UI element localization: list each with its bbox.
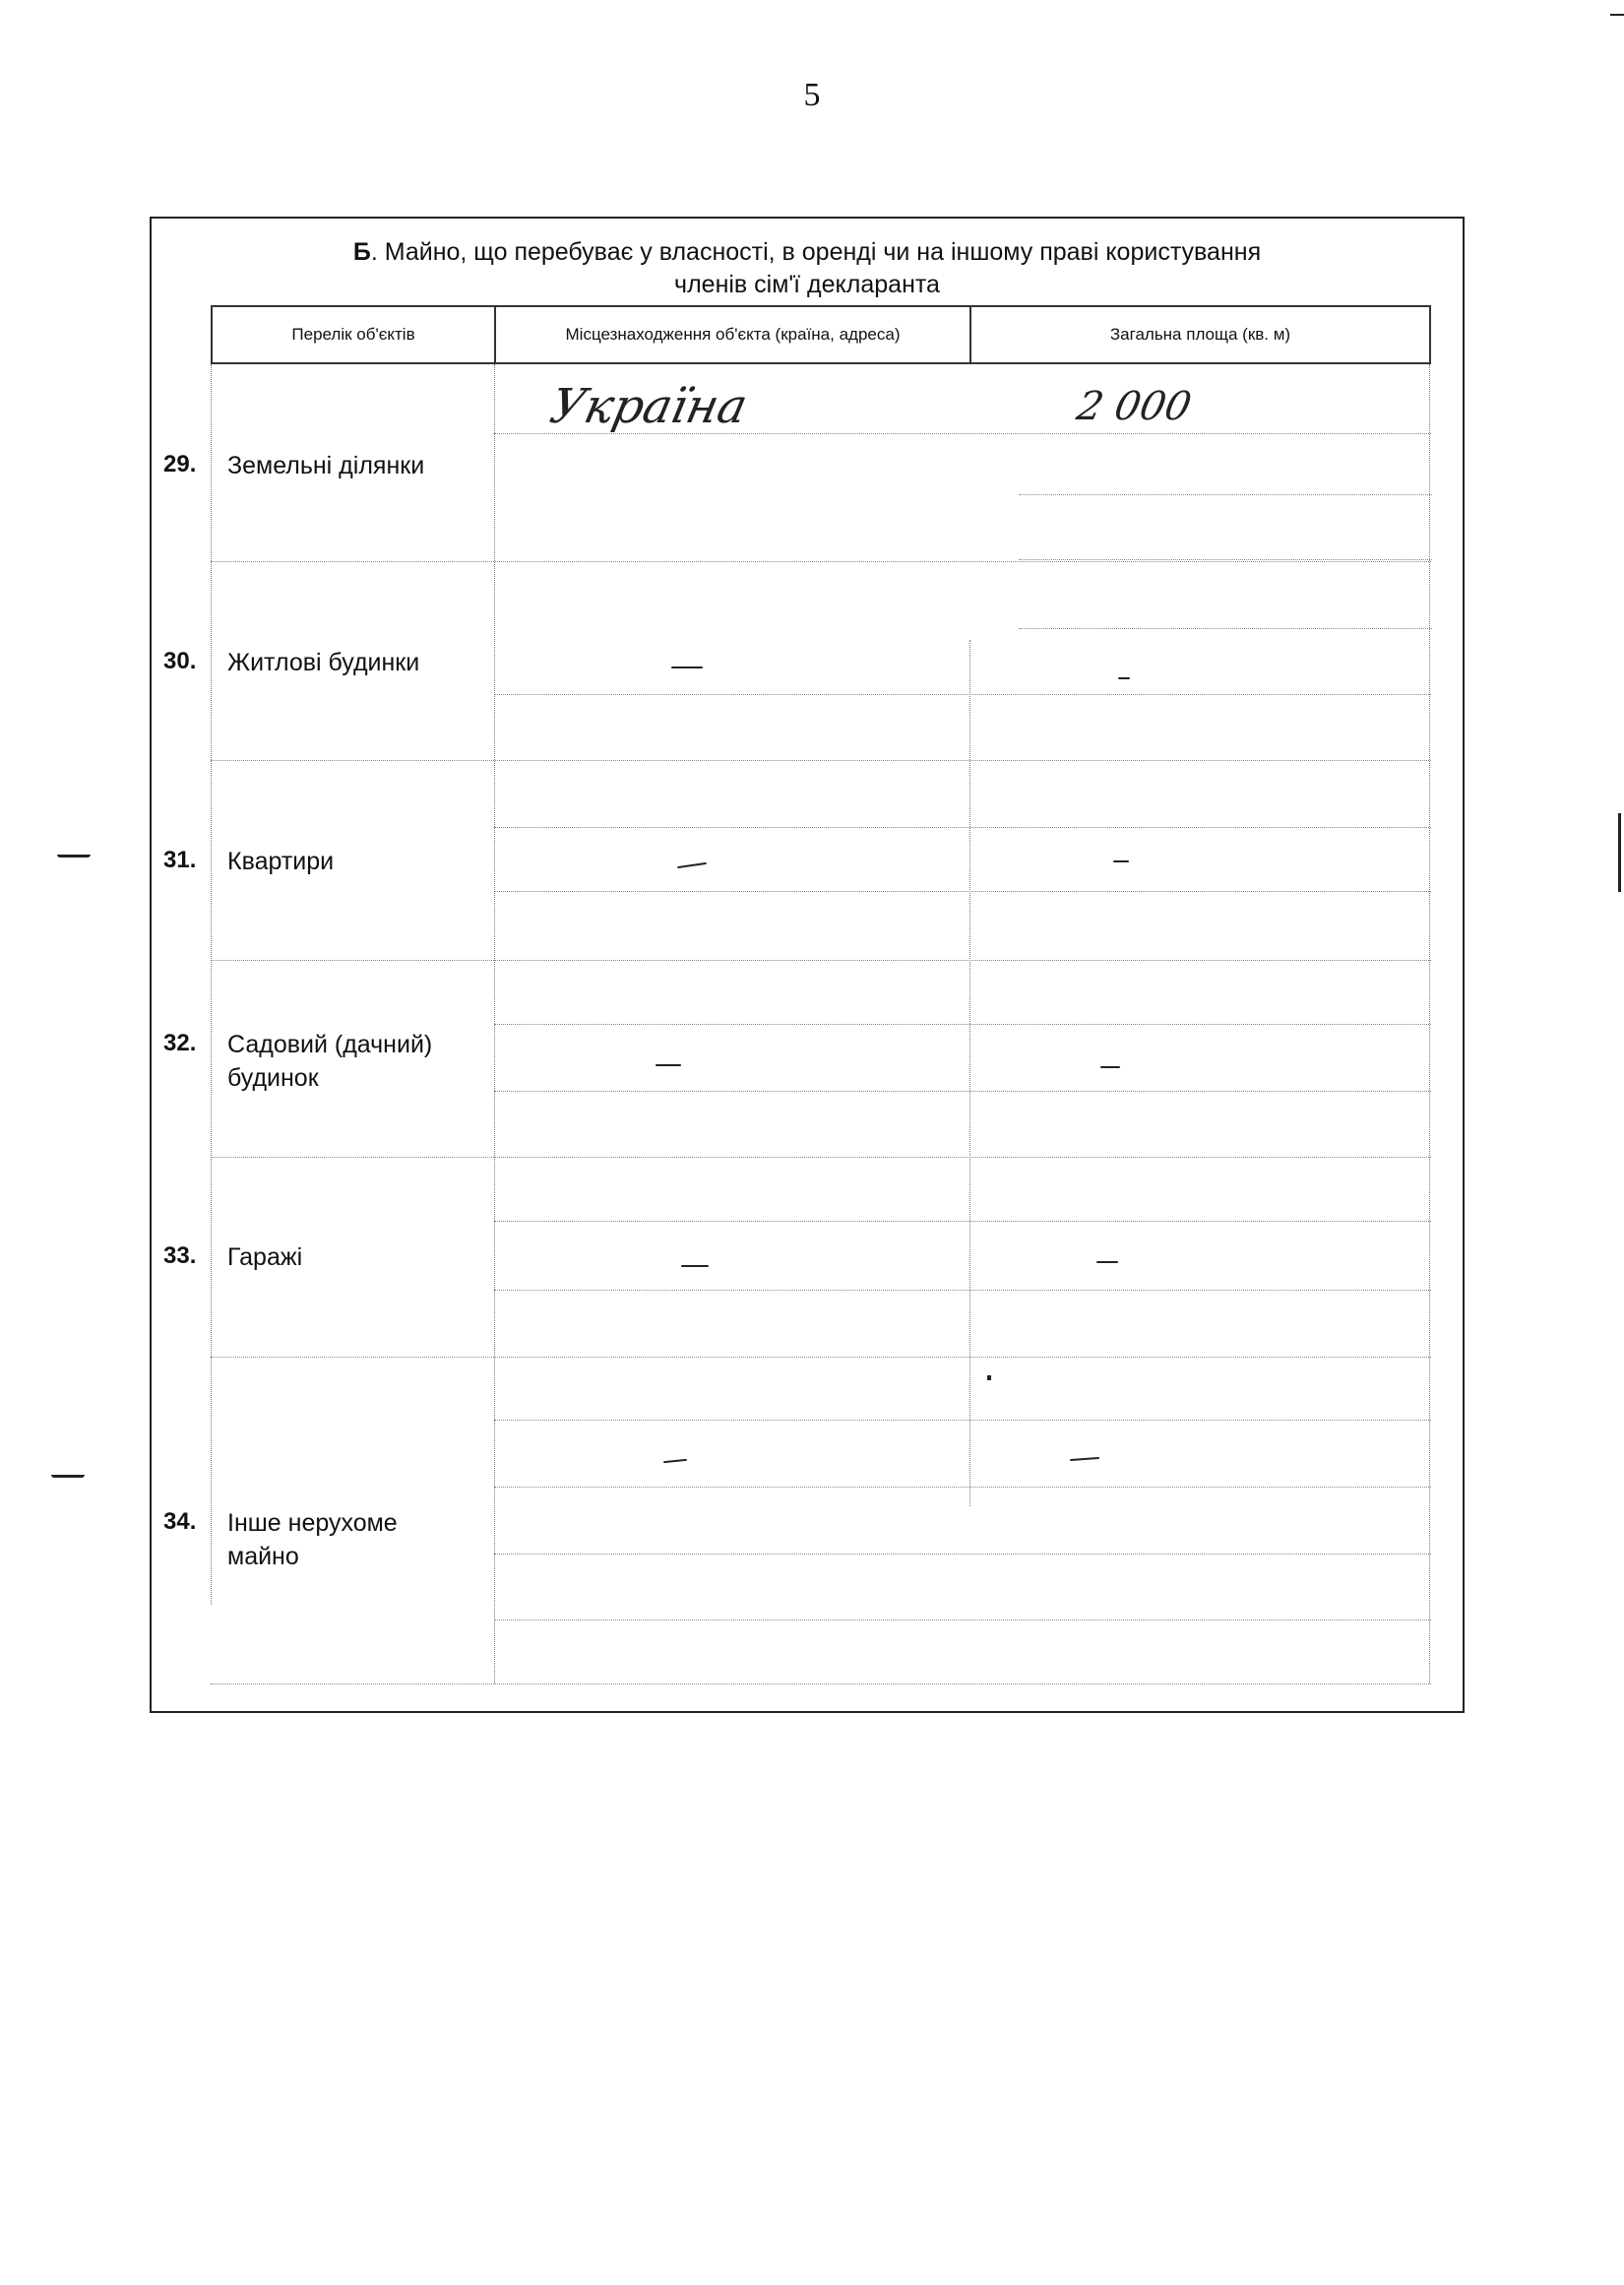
scan-mark — [987, 1375, 991, 1380]
row-number: 33. — [163, 1242, 197, 1269]
empty-area-dash — [1113, 860, 1129, 862]
page-number: 5 — [803, 77, 821, 113]
row-separator — [211, 760, 1431, 761]
empty-area-dash — [1096, 1261, 1118, 1263]
scan-mark — [51, 1475, 85, 1478]
sub-line — [494, 1420, 1431, 1421]
empty-area-dash — [1118, 677, 1130, 679]
row-number: 34. — [163, 1508, 197, 1535]
section-title-line1: . Майно, що перебуває у власності, в оренді чи на іншому праві користування — [370, 238, 1262, 266]
row-name: Гаражі — [227, 1243, 303, 1271]
section-letter: Б — [352, 238, 371, 266]
empty-location-dash — [681, 1265, 709, 1267]
scan-mark — [57, 855, 91, 857]
empty-location-dash — [671, 666, 703, 668]
section-b-frame — [150, 217, 1465, 1713]
header-location: Місцезнаходження об'єкта (країна, адреса) — [494, 305, 971, 364]
header-area: Загальна площа (кв. м) — [969, 305, 1431, 364]
row-separator — [211, 1357, 1431, 1358]
handwritten-area: 2 000 — [1073, 384, 1196, 429]
scan-mark — [1618, 813, 1621, 892]
row-number: 32. — [163, 1030, 197, 1056]
sub-line — [1019, 494, 1432, 495]
row-separator — [211, 1157, 1431, 1158]
sub-line — [494, 827, 1431, 828]
sub-line — [494, 891, 1431, 892]
sub-line — [494, 1024, 1431, 1025]
row-name: Житлові будинки — [227, 649, 420, 676]
sub-line — [1019, 559, 1432, 560]
row-number: 30. — [163, 648, 197, 674]
row-number: 31. — [163, 847, 197, 873]
section-title — [152, 236, 1463, 301]
column-line-location — [969, 640, 970, 1506]
row-separator — [211, 1683, 1431, 1684]
sub-line — [494, 1221, 1431, 1222]
row-name: Земельні ділянки — [227, 452, 425, 479]
row-number: 29. — [163, 451, 197, 477]
sub-line — [494, 694, 1431, 695]
sub-line — [1019, 628, 1432, 629]
sub-line — [494, 1091, 1431, 1092]
handwritten-location: Україна — [545, 379, 753, 434]
sub-line — [494, 1487, 1431, 1488]
empty-area-dash — [1100, 1066, 1120, 1068]
section-title-line2: членів сім'ї декларанта — [674, 271, 940, 298]
empty-location-dash — [656, 1064, 681, 1066]
sub-line — [494, 1554, 1431, 1555]
row-name: Інше нерухоме майно — [227, 1509, 398, 1570]
row-separator — [211, 561, 1431, 562]
column-line-left — [211, 364, 212, 1605]
row-name: Квартири — [227, 848, 335, 875]
row-separator — [211, 960, 1431, 961]
row-name: Садовий (дачний) будинок — [227, 1031, 433, 1092]
sub-line — [494, 1619, 1431, 1620]
scan-mark — [1610, 14, 1624, 16]
sub-line — [494, 1290, 1431, 1291]
header-objects: Перелік об'єктів — [211, 305, 496, 364]
